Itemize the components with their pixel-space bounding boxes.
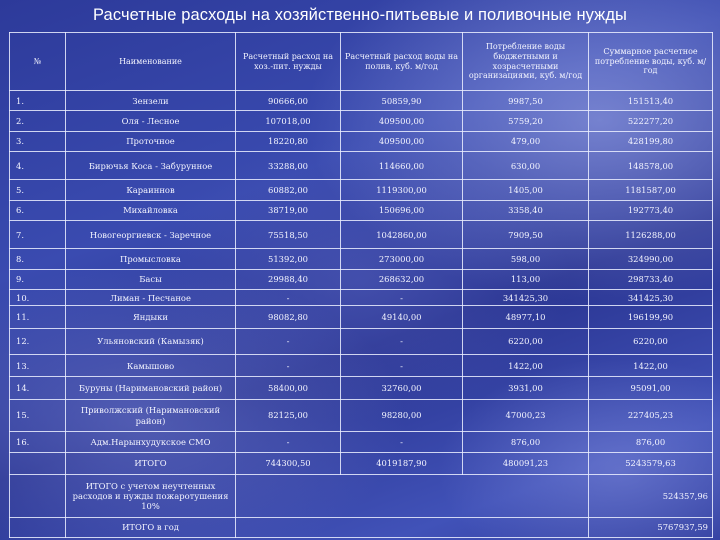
table-row xyxy=(10,249,713,269)
row-irrigation: - xyxy=(341,432,463,452)
row-organizations: 876,00 xyxy=(463,432,589,452)
row-household: 51392,00 xyxy=(236,249,341,269)
row-organizations: 341425,30 xyxy=(463,290,589,306)
row-total: 196199,90 xyxy=(589,306,713,328)
unaccounted-row xyxy=(10,474,713,517)
row-household: - xyxy=(236,355,341,377)
row-number: 7. xyxy=(10,221,66,249)
row-organizations: 1405,00 xyxy=(463,180,589,200)
row-organizations: 6220,00 xyxy=(463,328,589,354)
table-header-row xyxy=(10,33,713,91)
row-total: 341425,30 xyxy=(589,290,713,306)
unaccounted-number-cell xyxy=(10,474,66,517)
row-irrigation: - xyxy=(341,290,463,306)
row-name: Бирючья Коса - Забурунное xyxy=(66,151,236,179)
row-number: 11. xyxy=(10,306,66,328)
row-number: 4. xyxy=(10,151,66,179)
row-household: 107018,00 xyxy=(236,111,341,131)
row-number: 13. xyxy=(10,355,66,377)
year-value: 5767937,59 xyxy=(589,517,713,537)
unaccounted-empty-cell xyxy=(236,474,589,517)
row-irrigation: - xyxy=(341,328,463,354)
row-household: 75518,50 xyxy=(236,221,341,249)
table-row xyxy=(10,221,713,249)
row-name: Яндыки xyxy=(66,306,236,328)
table-row xyxy=(10,290,713,306)
row-organizations: 630,00 xyxy=(463,151,589,179)
row-household: 29988,40 xyxy=(236,269,341,289)
row-household: - xyxy=(236,432,341,452)
row-number: 16. xyxy=(10,432,66,452)
row-total: 6220,00 xyxy=(589,328,713,354)
row-name: Басы xyxy=(66,269,236,289)
row-total: 1181587,00 xyxy=(589,180,713,200)
total-row xyxy=(10,452,713,474)
row-household: - xyxy=(236,328,341,354)
row-organizations: 1422,00 xyxy=(463,355,589,377)
table-row xyxy=(10,377,713,399)
row-irrigation: 268632,00 xyxy=(341,269,463,289)
row-organizations: 9987,50 xyxy=(463,91,589,111)
total-household: 744300,50 xyxy=(236,452,341,474)
table-row xyxy=(10,131,713,151)
row-name: Лиман - Песчаное xyxy=(66,290,236,306)
table-row xyxy=(10,151,713,179)
header-irrigation-demand: Расчетный расход воды на полив, куб. м/год xyxy=(341,33,463,91)
row-total: 227405,23 xyxy=(589,399,713,432)
row-household: 98082,80 xyxy=(236,306,341,328)
total-sum: 5243579,63 xyxy=(589,452,713,474)
row-total: 1126288,00 xyxy=(589,221,713,249)
row-household: 60882,00 xyxy=(236,180,341,200)
row-organizations: 113,00 xyxy=(463,269,589,289)
row-irrigation: 150696,00 xyxy=(341,200,463,220)
row-name: Караиннов xyxy=(66,180,236,200)
row-organizations: 47000,23 xyxy=(463,399,589,432)
row-organizations: 3931,00 xyxy=(463,377,589,399)
row-household: 38719,00 xyxy=(236,200,341,220)
row-name: Михайловка xyxy=(66,200,236,220)
row-total: 1422,00 xyxy=(589,355,713,377)
row-household: 18220,80 xyxy=(236,131,341,151)
table-body xyxy=(10,91,713,538)
row-total: 522277,20 xyxy=(589,111,713,131)
table-row xyxy=(10,399,713,432)
row-number: 14. xyxy=(10,377,66,399)
header-household-demand: Расчетный расход на хоз.-пит. нужды xyxy=(236,33,341,91)
row-organizations: 48977,10 xyxy=(463,306,589,328)
table-row xyxy=(10,432,713,452)
row-name: Адм.Нарынхудукское СМО xyxy=(66,432,236,452)
row-organizations: 598,00 xyxy=(463,249,589,269)
row-total: 151513,40 xyxy=(589,91,713,111)
row-organizations: 3358,40 xyxy=(463,200,589,220)
row-total: 95091,00 xyxy=(589,377,713,399)
row-irrigation: 50859,90 xyxy=(341,91,463,111)
row-total: 148578,00 xyxy=(589,151,713,179)
row-irrigation: 409500,00 xyxy=(341,111,463,131)
row-number: 3. xyxy=(10,131,66,151)
row-number: 1. xyxy=(10,91,66,111)
water-consumption-table xyxy=(9,32,713,538)
row-organizations: 5759,20 xyxy=(463,111,589,131)
total-label: ИТОГО xyxy=(66,452,236,474)
total-organizations: 480091,23 xyxy=(463,452,589,474)
total-irrigation: 4019187,90 xyxy=(341,452,463,474)
table-row xyxy=(10,328,713,354)
row-name: Промысловка xyxy=(66,249,236,269)
year-empty-cell xyxy=(236,517,589,537)
table-row xyxy=(10,180,713,200)
table-row xyxy=(10,111,713,131)
row-irrigation: - xyxy=(341,355,463,377)
row-organizations: 479,00 xyxy=(463,131,589,151)
table-row xyxy=(10,269,713,289)
row-organizations: 7909,50 xyxy=(463,221,589,249)
row-irrigation: 114660,00 xyxy=(341,151,463,179)
row-household: 33288,00 xyxy=(236,151,341,179)
row-name: Камышово xyxy=(66,355,236,377)
row-total: 876,00 xyxy=(589,432,713,452)
row-number: 9. xyxy=(10,269,66,289)
row-total: 428199,80 xyxy=(589,131,713,151)
unaccounted-value: 524357,96 xyxy=(589,474,713,517)
header-organizations-consumption: Потребление воды бюджетными и хозрасчетными организациями, куб. м/год xyxy=(463,33,589,91)
year-label: ИТОГО в год xyxy=(66,517,236,537)
row-name: Приволжский (Наримановский район) xyxy=(66,399,236,432)
row-irrigation: 1042860,00 xyxy=(341,221,463,249)
page-title: Расчетные расходы на хозяйственно-питьевые и поливочные нужды xyxy=(92,6,628,24)
row-household: 90666,00 xyxy=(236,91,341,111)
year-total-row xyxy=(10,517,713,537)
header-total-consumption: Суммарное расчетное потребление воды, куб. м/год xyxy=(589,33,713,91)
row-name: Буруны (Наримановский район) xyxy=(66,377,236,399)
row-name: Ульяновский (Камызяк) xyxy=(66,328,236,354)
row-total: 192773,40 xyxy=(589,200,713,220)
row-name: Оля - Лесное xyxy=(66,111,236,131)
table-row xyxy=(10,306,713,328)
row-household: 58400,00 xyxy=(236,377,341,399)
row-name: Новогеоргиевск - Заречное xyxy=(66,221,236,249)
row-number: 10. xyxy=(10,290,66,306)
row-irrigation: 409500,00 xyxy=(341,131,463,151)
header-name: Наименование xyxy=(66,33,236,91)
row-household: 82125,00 xyxy=(236,399,341,432)
row-number: 6. xyxy=(10,200,66,220)
unaccounted-label: ИТОГО с учетом неучтенных расходов и нужды пожаротушения 10% xyxy=(66,474,236,517)
row-total: 324990,00 xyxy=(589,249,713,269)
year-number-cell xyxy=(10,517,66,537)
row-household: - xyxy=(236,290,341,306)
row-irrigation: 49140,00 xyxy=(341,306,463,328)
total-row-number-cell xyxy=(10,452,66,474)
row-irrigation: 273000,00 xyxy=(341,249,463,269)
row-total: 298733,40 xyxy=(589,269,713,289)
row-number: 5. xyxy=(10,180,66,200)
row-name: Проточное xyxy=(66,131,236,151)
row-irrigation: 1119300,00 xyxy=(341,180,463,200)
table-row xyxy=(10,91,713,111)
row-irrigation: 98280,00 xyxy=(341,399,463,432)
row-irrigation: 32760,00 xyxy=(341,377,463,399)
row-number: 8. xyxy=(10,249,66,269)
table-row xyxy=(10,200,713,220)
header-number: № xyxy=(10,33,66,91)
row-name: Зензели xyxy=(66,91,236,111)
row-number: 2. xyxy=(10,111,66,131)
table-row xyxy=(10,355,713,377)
row-number: 15. xyxy=(10,399,66,432)
row-number: 12. xyxy=(10,328,66,354)
